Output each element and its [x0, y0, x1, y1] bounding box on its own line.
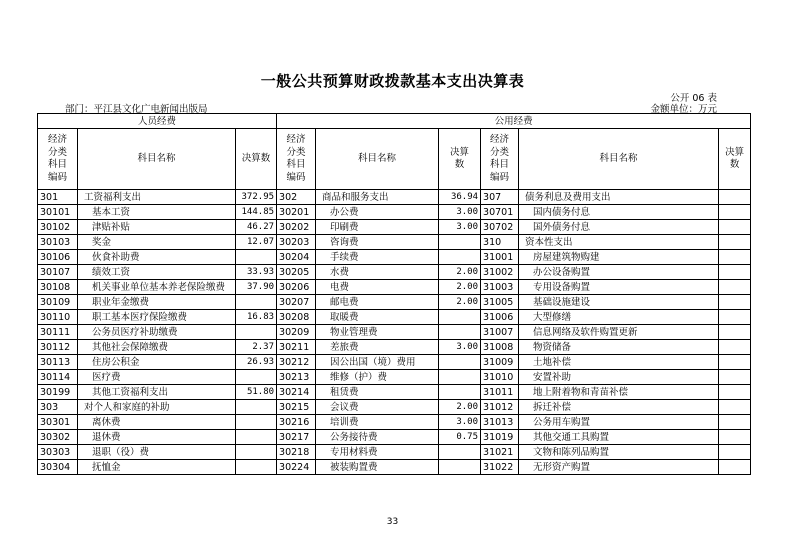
item-name-cell: 机关事业单位基本养老保险缴费	[78, 280, 236, 295]
header-name-2: 科目名称	[316, 129, 439, 190]
code-cell: 30303	[38, 445, 78, 460]
item-name-cell: 物资储备	[519, 340, 719, 355]
code-cell: 30206	[277, 280, 316, 295]
amount-cell: 2.37	[236, 340, 277, 355]
item-name-cell: 资本性支出	[519, 235, 719, 250]
code-cell: 30302	[38, 430, 78, 445]
amount-cell	[439, 310, 481, 325]
code-cell: 31019	[481, 430, 519, 445]
code-cell: 30213	[277, 370, 316, 385]
amount-cell	[236, 295, 277, 310]
amount-cell	[719, 250, 751, 265]
code-cell: 30304	[38, 460, 78, 475]
amount-cell	[719, 310, 751, 325]
page-number: 33	[386, 517, 399, 527]
item-name-cell: 地上附着物和青苗补偿	[519, 385, 719, 400]
header-amount-1: 决算数	[236, 129, 277, 190]
code-cell: 31001	[481, 250, 519, 265]
amount-cell	[439, 445, 481, 460]
amount-cell: 0.75	[439, 430, 481, 445]
code-cell: 30101	[38, 205, 78, 220]
code-cell: 30208	[277, 310, 316, 325]
item-name-cell: 其他社会保障缴费	[78, 340, 236, 355]
amount-cell	[719, 325, 751, 340]
item-name-cell: 差旅费	[316, 340, 439, 355]
item-name-cell: 职业年金缴费	[78, 295, 236, 310]
amount-cell	[719, 415, 751, 430]
amount-cell	[719, 400, 751, 415]
item-name-cell: 因公出国（境）费用	[316, 355, 439, 370]
amount-cell	[719, 265, 751, 280]
code-cell: 30112	[38, 340, 78, 355]
header-amount-3: 决算数	[719, 129, 751, 190]
item-name-cell: 拆迁补偿	[519, 400, 719, 415]
table-row	[38, 235, 751, 250]
code-cell: 30207	[277, 295, 316, 310]
code-cell: 30214	[277, 385, 316, 400]
amount-cell: 33.93	[236, 265, 277, 280]
amount-cell	[719, 445, 751, 460]
code-cell: 31012	[481, 400, 519, 415]
code-cell: 30224	[277, 460, 316, 475]
amount-cell: 37.90	[236, 280, 277, 295]
code-cell: 30106	[38, 250, 78, 265]
item-name-cell: 住房公积金	[78, 355, 236, 370]
amount-cell: 51.80	[236, 385, 277, 400]
column-header-row	[38, 129, 751, 190]
item-name-cell: 退职（役）费	[78, 445, 236, 460]
header-code-2: 经济 分类 科目 编码	[277, 129, 316, 190]
item-name-cell: 国外债务付息	[519, 220, 719, 235]
item-name-cell: 培训费	[316, 415, 439, 430]
code-cell: 30102	[38, 220, 78, 235]
amount-cell	[236, 250, 277, 265]
amount-cell	[236, 445, 277, 460]
code-cell: 31022	[481, 460, 519, 475]
item-name-cell: 债务利息及费用支出	[519, 190, 719, 205]
table-row	[38, 445, 751, 460]
amount-cell: 36.94	[439, 190, 481, 205]
amount-cell: 26.93	[236, 355, 277, 370]
amount-cell: 372.95	[236, 190, 277, 205]
item-name-cell: 离休费	[78, 415, 236, 430]
amount-cell	[236, 325, 277, 340]
amount-cell	[719, 190, 751, 205]
code-cell: 30215	[277, 400, 316, 415]
amount-cell	[236, 430, 277, 445]
header-amount-2: 决算 数	[439, 129, 481, 190]
group-personnel: 人员经费	[38, 114, 277, 129]
item-name-cell: 电费	[316, 280, 439, 295]
amount-cell	[719, 460, 751, 475]
amount-cell: 46.27	[236, 220, 277, 235]
code-cell: 303	[38, 400, 78, 415]
table-row	[38, 355, 751, 370]
code-cell: 31008	[481, 340, 519, 355]
code-cell: 30204	[277, 250, 316, 265]
item-name-cell: 咨询费	[316, 235, 439, 250]
item-name-cell: 基本工资	[78, 205, 236, 220]
item-name-cell: 维修（护）费	[316, 370, 439, 385]
amount-cell: 16.83	[236, 310, 277, 325]
item-name-cell: 邮电费	[316, 295, 439, 310]
code-cell: 30216	[277, 415, 316, 430]
amount-cell	[236, 415, 277, 430]
item-name-cell: 伙食补助费	[78, 250, 236, 265]
item-name-cell: 文物和陈列品购置	[519, 445, 719, 460]
item-name-cell: 绩效工资	[78, 265, 236, 280]
table-row	[38, 280, 751, 295]
amount-cell: 144.85	[236, 205, 277, 220]
group-public: 公用经费	[277, 114, 751, 129]
code-cell: 30110	[38, 310, 78, 325]
table-row	[38, 205, 751, 220]
amount-cell	[719, 370, 751, 385]
code-cell: 31021	[481, 445, 519, 460]
item-name-cell: 办公设备购置	[519, 265, 719, 280]
code-cell: 31013	[481, 415, 519, 430]
item-name-cell: 被装购置费	[316, 460, 439, 475]
code-cell: 31010	[481, 370, 519, 385]
header-code-1: 经济 分类 科目 编码	[38, 129, 78, 190]
item-name-cell: 公务接待费	[316, 430, 439, 445]
code-cell: 301	[38, 190, 78, 205]
amount-cell	[439, 325, 481, 340]
amount-cell	[719, 340, 751, 355]
code-cell: 310	[481, 235, 519, 250]
item-name-cell: 公务用车购置	[519, 415, 719, 430]
item-name-cell: 水费	[316, 265, 439, 280]
table-row	[38, 400, 751, 415]
code-cell: 30217	[277, 430, 316, 445]
item-name-cell: 取暖费	[316, 310, 439, 325]
amount-cell: 2.00	[439, 280, 481, 295]
code-cell: 30701	[481, 205, 519, 220]
item-name-cell: 办公费	[316, 205, 439, 220]
table-row	[38, 310, 751, 325]
item-name-cell: 抚恤金	[78, 460, 236, 475]
code-cell: 30107	[38, 265, 78, 280]
item-name-cell: 对个人和家庭的补助	[78, 400, 236, 415]
item-name-cell: 安置补助	[519, 370, 719, 385]
amount-cell	[719, 430, 751, 445]
code-cell: 30211	[277, 340, 316, 355]
department-label: 部门：平江县文化广电新闻出版局	[65, 104, 208, 115]
code-cell: 30203	[277, 235, 316, 250]
item-name-cell: 商品和服务支出	[316, 190, 439, 205]
amount-cell	[719, 220, 751, 235]
amount-cell	[719, 385, 751, 400]
amount-cell	[719, 295, 751, 310]
item-name-cell: 国内债务付息	[519, 205, 719, 220]
code-cell: 31009	[481, 355, 519, 370]
table-row	[38, 265, 751, 280]
table-row	[38, 385, 751, 400]
code-cell: 30209	[277, 325, 316, 340]
header-code-3: 经济 分类 科目 编码	[481, 129, 519, 190]
amount-cell: 3.00	[439, 205, 481, 220]
amount-cell	[719, 355, 751, 370]
item-name-cell: 租赁费	[316, 385, 439, 400]
item-name-cell: 无形资产购置	[519, 460, 719, 475]
code-cell: 30218	[277, 445, 316, 460]
expenditure-table	[37, 113, 751, 475]
amount-cell: 2.00	[439, 265, 481, 280]
item-name-cell: 土地补偿	[519, 355, 719, 370]
code-cell: 30199	[38, 385, 78, 400]
amount-cell	[439, 250, 481, 265]
item-name-cell: 印刷费	[316, 220, 439, 235]
group-header-row	[38, 114, 751, 129]
item-name-cell: 专用设备购置	[519, 280, 719, 295]
item-name-cell: 手续费	[316, 250, 439, 265]
table-row	[38, 295, 751, 310]
table-row	[38, 370, 751, 385]
code-cell: 307	[481, 190, 519, 205]
item-name-cell: 其他工资福利支出	[78, 385, 236, 400]
header-name-1: 科目名称	[78, 129, 236, 190]
code-cell: 31006	[481, 310, 519, 325]
code-cell: 30702	[481, 220, 519, 235]
item-name-cell: 大型修缮	[519, 310, 719, 325]
code-cell: 30113	[38, 355, 78, 370]
amount-cell: 2.00	[439, 400, 481, 415]
item-name-cell: 其他交通工具购置	[519, 430, 719, 445]
table-title: 一般公共预算财政拨款基本支出决算表	[260, 72, 525, 90]
item-name-cell: 医疗费	[78, 370, 236, 385]
item-name-cell: 公务员医疗补助缴费	[78, 325, 236, 340]
amount-cell: 3.00	[439, 415, 481, 430]
amount-cell: 2.00	[439, 295, 481, 310]
item-name-cell: 奖金	[78, 235, 236, 250]
item-name-cell: 房屋建筑物购建	[519, 250, 719, 265]
table-row	[38, 415, 751, 430]
amount-cell	[236, 370, 277, 385]
amount-cell	[439, 460, 481, 475]
table-row	[38, 220, 751, 235]
form-number: 公开 06 表	[670, 93, 717, 104]
table-row	[38, 430, 751, 445]
table-row	[38, 340, 751, 355]
unit-label: 金额单位：万元	[650, 104, 717, 115]
amount-cell: 3.00	[439, 220, 481, 235]
header-name-3: 科目名称	[519, 129, 719, 190]
amount-cell	[439, 370, 481, 385]
table-row	[38, 190, 751, 205]
code-cell: 30205	[277, 265, 316, 280]
amount-cell	[719, 205, 751, 220]
code-cell: 30301	[38, 415, 78, 430]
item-name-cell: 基础设施建设	[519, 295, 719, 310]
table-row	[38, 250, 751, 265]
table-row	[38, 325, 751, 340]
amount-cell	[719, 280, 751, 295]
code-cell: 30114	[38, 370, 78, 385]
code-cell: 31005	[481, 295, 519, 310]
code-cell: 30108	[38, 280, 78, 295]
code-cell: 30103	[38, 235, 78, 250]
code-cell: 30201	[277, 205, 316, 220]
item-name-cell: 会议费	[316, 400, 439, 415]
item-name-cell: 物业管理费	[316, 325, 439, 340]
item-name-cell: 津贴补贴	[78, 220, 236, 235]
code-cell: 31007	[481, 325, 519, 340]
amount-cell	[236, 400, 277, 415]
item-name-cell: 专用材料费	[316, 445, 439, 460]
amount-cell	[439, 235, 481, 250]
table-row	[38, 460, 751, 475]
code-cell: 30212	[277, 355, 316, 370]
code-cell: 30111	[38, 325, 78, 340]
item-name-cell: 信息网络及软件购置更新	[519, 325, 719, 340]
code-cell: 302	[277, 190, 316, 205]
item-name-cell: 退休费	[78, 430, 236, 445]
item-name-cell: 职工基本医疗保险缴费	[78, 310, 236, 325]
amount-cell	[439, 355, 481, 370]
code-cell: 31002	[481, 265, 519, 280]
amount-cell	[236, 460, 277, 475]
item-name-cell: 工资福利支出	[78, 190, 236, 205]
amount-cell	[719, 235, 751, 250]
amount-cell: 12.07	[236, 235, 277, 250]
code-cell: 31011	[481, 385, 519, 400]
code-cell: 30202	[277, 220, 316, 235]
amount-cell: 3.00	[439, 340, 481, 355]
code-cell: 30109	[38, 295, 78, 310]
amount-cell	[439, 385, 481, 400]
code-cell: 31003	[481, 280, 519, 295]
